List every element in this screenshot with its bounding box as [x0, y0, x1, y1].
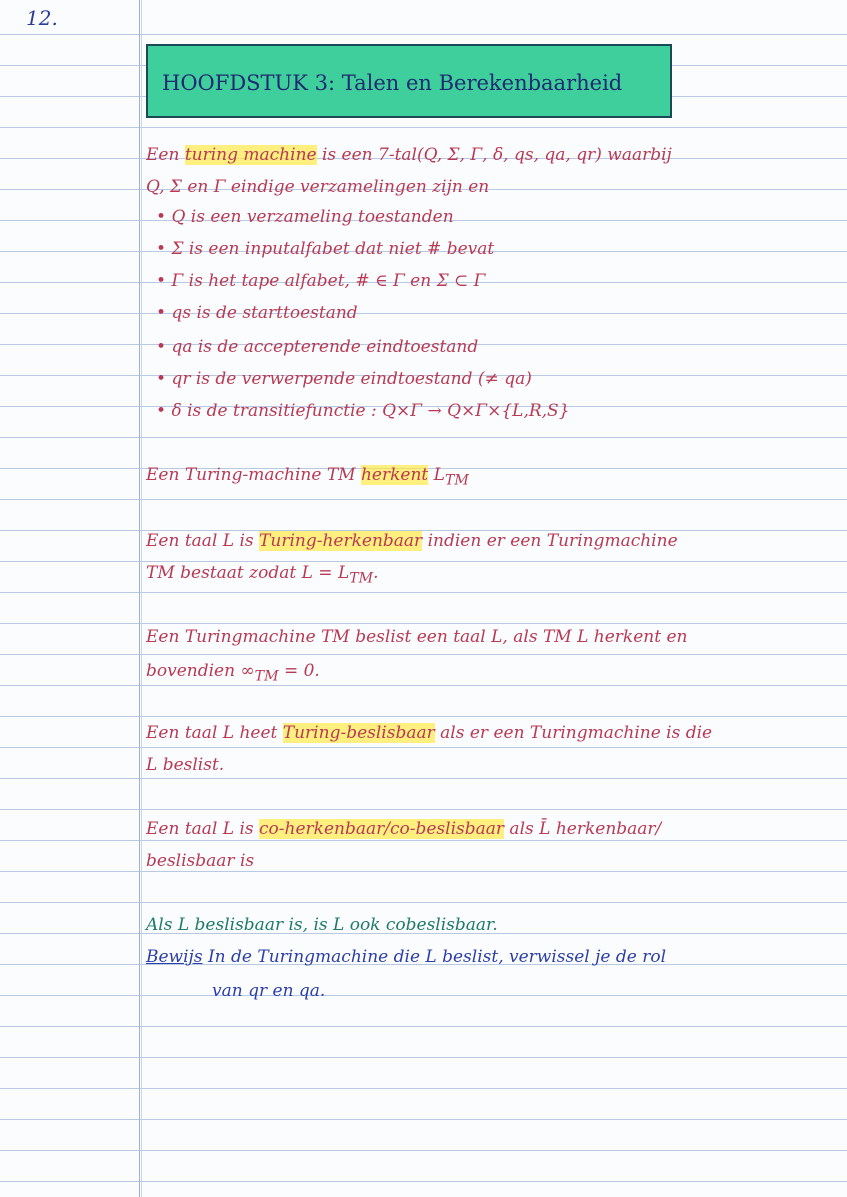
bullet-item: • Q is een verzameling toestanden: [156, 207, 454, 227]
page-number: 12.: [26, 6, 58, 30]
term-turing-machine: turing machine: [184, 145, 317, 165]
recognizable-rest: indien er een Turingmachine: [422, 531, 678, 551]
recognizable-line2-end: .: [373, 563, 379, 583]
bullet-text: qr is de verwerpende eindtoestand (≠ qa): [171, 369, 532, 389]
bullet-text: Σ is een inputalfabet dat niet # bevat: [171, 239, 495, 259]
decidable-line-2: L beslist.: [146, 755, 225, 775]
bullet-text: Q is een verzameling toestanden: [171, 207, 454, 227]
proof-label: Bewijs: [146, 947, 203, 967]
margin-line-secondary: [141, 0, 142, 1197]
chapter-title-box: [146, 44, 672, 118]
recognizable-start: Een taal L is: [146, 531, 260, 551]
decidable-line-1: [146, 722, 712, 744]
theorem-line: Als L beslisbaar is, is L ook cobeslisbaar.: [146, 915, 498, 935]
recognizes-rest: L: [428, 465, 445, 485]
decides-line2-end: = 0.: [278, 661, 320, 681]
term-turing-herkenbaar: Turing-herkenbaar: [259, 531, 423, 551]
proof-line-2: van qr en qa.: [212, 981, 326, 1001]
term-turing-beslisbaar: Turing-beslisbaar: [282, 723, 435, 743]
bullet-text: δ is de transitiefunctie : Q×Γ → Q×Γ×{L,R,S}: [171, 401, 570, 421]
recognizable-line-1: [146, 530, 678, 552]
definition-line-2: Q, Σ en Γ eindige verzamelingen zijn en: [146, 177, 490, 197]
bullet-text: qa is de accepterende eindtoestand: [171, 337, 479, 357]
co-start: Een taal L is: [146, 819, 260, 839]
bullet-item: • qs is de starttoestand: [156, 303, 358, 323]
decides-line2-text: bovendien ∞: [146, 661, 255, 681]
recognizable-line2-text: TM bestaat zodat L = L: [146, 563, 350, 583]
chapter-title: HOOFDSTUK 3: Talen en Berekenbaarheid: [162, 71, 623, 95]
co-rest: als L̄ herkenbaar/: [504, 819, 662, 839]
bullet-text: qs is de starttoestand: [171, 303, 358, 323]
bullet-item: • qr is de verwerpende eindtoestand (≠ qa): [156, 369, 532, 389]
bullet-item: • Γ is het tape alfabet, # ∈ Γ en Σ ⊂ Γ: [156, 271, 486, 291]
proof-line-1: [146, 946, 666, 968]
recognizable-line-2: [146, 562, 379, 589]
decidable-rest: als er een Turingmachine is die: [434, 723, 713, 743]
decidable-start: Een taal L heet: [146, 723, 283, 743]
bullet-item: • qa is de accepterende eindtoestand: [156, 337, 479, 357]
subscript-tm: TM: [254, 668, 279, 685]
recognizes-line: [146, 464, 469, 491]
subscript-tm: TM: [444, 472, 469, 489]
subscript-tm: TM: [349, 570, 374, 587]
term-herkent: herkent: [360, 465, 429, 485]
bullet-text: Γ is het tape alfabet, # ∈ Γ en Σ ⊂ Γ: [171, 271, 486, 291]
proof-text: In de Turingmachine die L beslist, verwissel je de rol: [202, 947, 667, 967]
decides-line-2: [146, 660, 320, 687]
definition-line-1: [146, 144, 672, 166]
margin-line: [139, 0, 140, 1197]
bullet-item: • δ is de transitiefunctie : Q×Γ → Q×Γ×{L,R,S}: [156, 401, 570, 421]
term-co-herkenbaar: co-herkenbaar/co-beslisbaar: [259, 819, 505, 839]
recognizes-start: Een Turing-machine TM: [146, 465, 361, 485]
definition-rest: is een 7-tal(Q, Σ, Γ, δ, qs, qa, qr) waarbij: [316, 145, 672, 165]
bullet-item: • Σ is een inputalfabet dat niet # bevat: [156, 239, 495, 259]
definition-start: Een: [146, 145, 185, 165]
co-recognizable-line-1: [146, 818, 661, 840]
co-recognizable-line-2: beslisbaar is: [146, 851, 255, 871]
decides-line-1: Een Turingmachine TM beslist een taal L, als TM L herkent en: [146, 627, 688, 647]
